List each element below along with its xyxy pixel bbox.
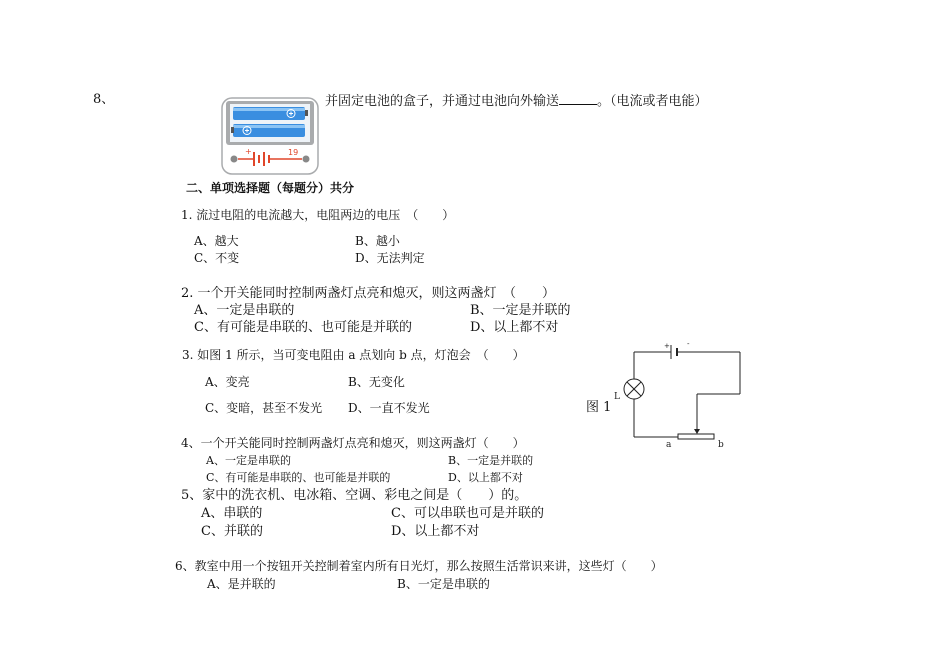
lamp-label: L [614, 392, 620, 402]
question-3-option-b: B、无变化 [348, 375, 405, 389]
question-2-option-d: D、以上都不对 [470, 320, 559, 335]
battery-minus-label: - [687, 340, 690, 348]
battery-box-image [221, 97, 319, 175]
figure-1-caption: 图 1 [586, 400, 612, 415]
section-2-title: 二、单项选择题（每题分）共分 [186, 181, 355, 195]
question-2-option-b: B、一定是并联的 [470, 303, 571, 318]
question-5-option-a: A、串联的 [201, 506, 263, 521]
question-5-option-c1: C、可以串联也可是并联的 [391, 506, 544, 521]
point-a-label: a [666, 440, 672, 450]
question-1-stem: 1. 流过电阻的电流越大，电阻两边的电压 （ ） [181, 208, 455, 222]
question-3-option-d: D、一直不发光 [348, 401, 430, 415]
question-5-option-d: D、以上都不对 [391, 524, 480, 539]
question-6-stem: 6、教室中用一个按钮开关控制着室内所有日光灯，那么按照生活常识来讲，这些灯（ ） [175, 559, 663, 573]
question-8-number: 8、 [93, 92, 115, 107]
question-6-option-b: B、一定是串联的 [397, 577, 490, 591]
question-4-option-a: A、一定是串联的 [206, 454, 291, 467]
battery-plus-label: + [664, 342, 670, 350]
question-8-text-after: 。（电流或者电能） [597, 94, 708, 109]
question-4-option-d: D、以上都不对 [448, 471, 523, 484]
question-1-option-c: C、不变 [194, 251, 240, 265]
question-4-option-b: B、一定是并联的 [448, 454, 534, 467]
point-b-label: b [718, 440, 724, 450]
svg-text:+: + [245, 147, 252, 156]
question-5-stem: 5、家中的洗衣机、电冰箱、空调、彩电之间是（ ）的。 [181, 488, 528, 503]
question-4-option-c: C、有可能是串联的、也可能是并联的 [206, 471, 391, 484]
question-2-option-c: C、有可能是串联的、也可能是并联的 [194, 320, 412, 335]
question-3-option-c: C、变暗，甚至不发光 [205, 401, 323, 415]
question-1-option-a: A、越大 [194, 234, 239, 248]
question-4-stem: 4、一个开关能同时控制两盏灯点亮和熄灭，则这两盏灯（ ） [181, 436, 525, 450]
question-2-stem: 2. 一个开关能同时控制两盏灯点亮和熄灭，则这两盏灯 （ ） [181, 286, 556, 301]
question-3-option-a: A、变亮 [205, 375, 250, 389]
figure-number-label: 19 [288, 148, 299, 157]
question-3-stem: 3. 如图 1 所示，当可变电阻由 a 点划向 b 点，灯泡会 （ ） [182, 348, 525, 362]
question-6-option-a: A、是并联的 [207, 577, 276, 591]
answer-blank [559, 93, 597, 105]
question-8-text [325, 93, 708, 108]
question-1-option-d: D、无法判定 [355, 251, 425, 265]
figure-1-circuit-diagram [600, 338, 750, 450]
question-5-option-c2: C、并联的 [201, 524, 263, 539]
question-1-option-b: B、越小 [355, 234, 400, 248]
question-2-option-a: A、一定是串联的 [194, 303, 295, 318]
question-8-text-before: 并固定电池的盒子，并通过电池向外输送 [325, 94, 560, 109]
